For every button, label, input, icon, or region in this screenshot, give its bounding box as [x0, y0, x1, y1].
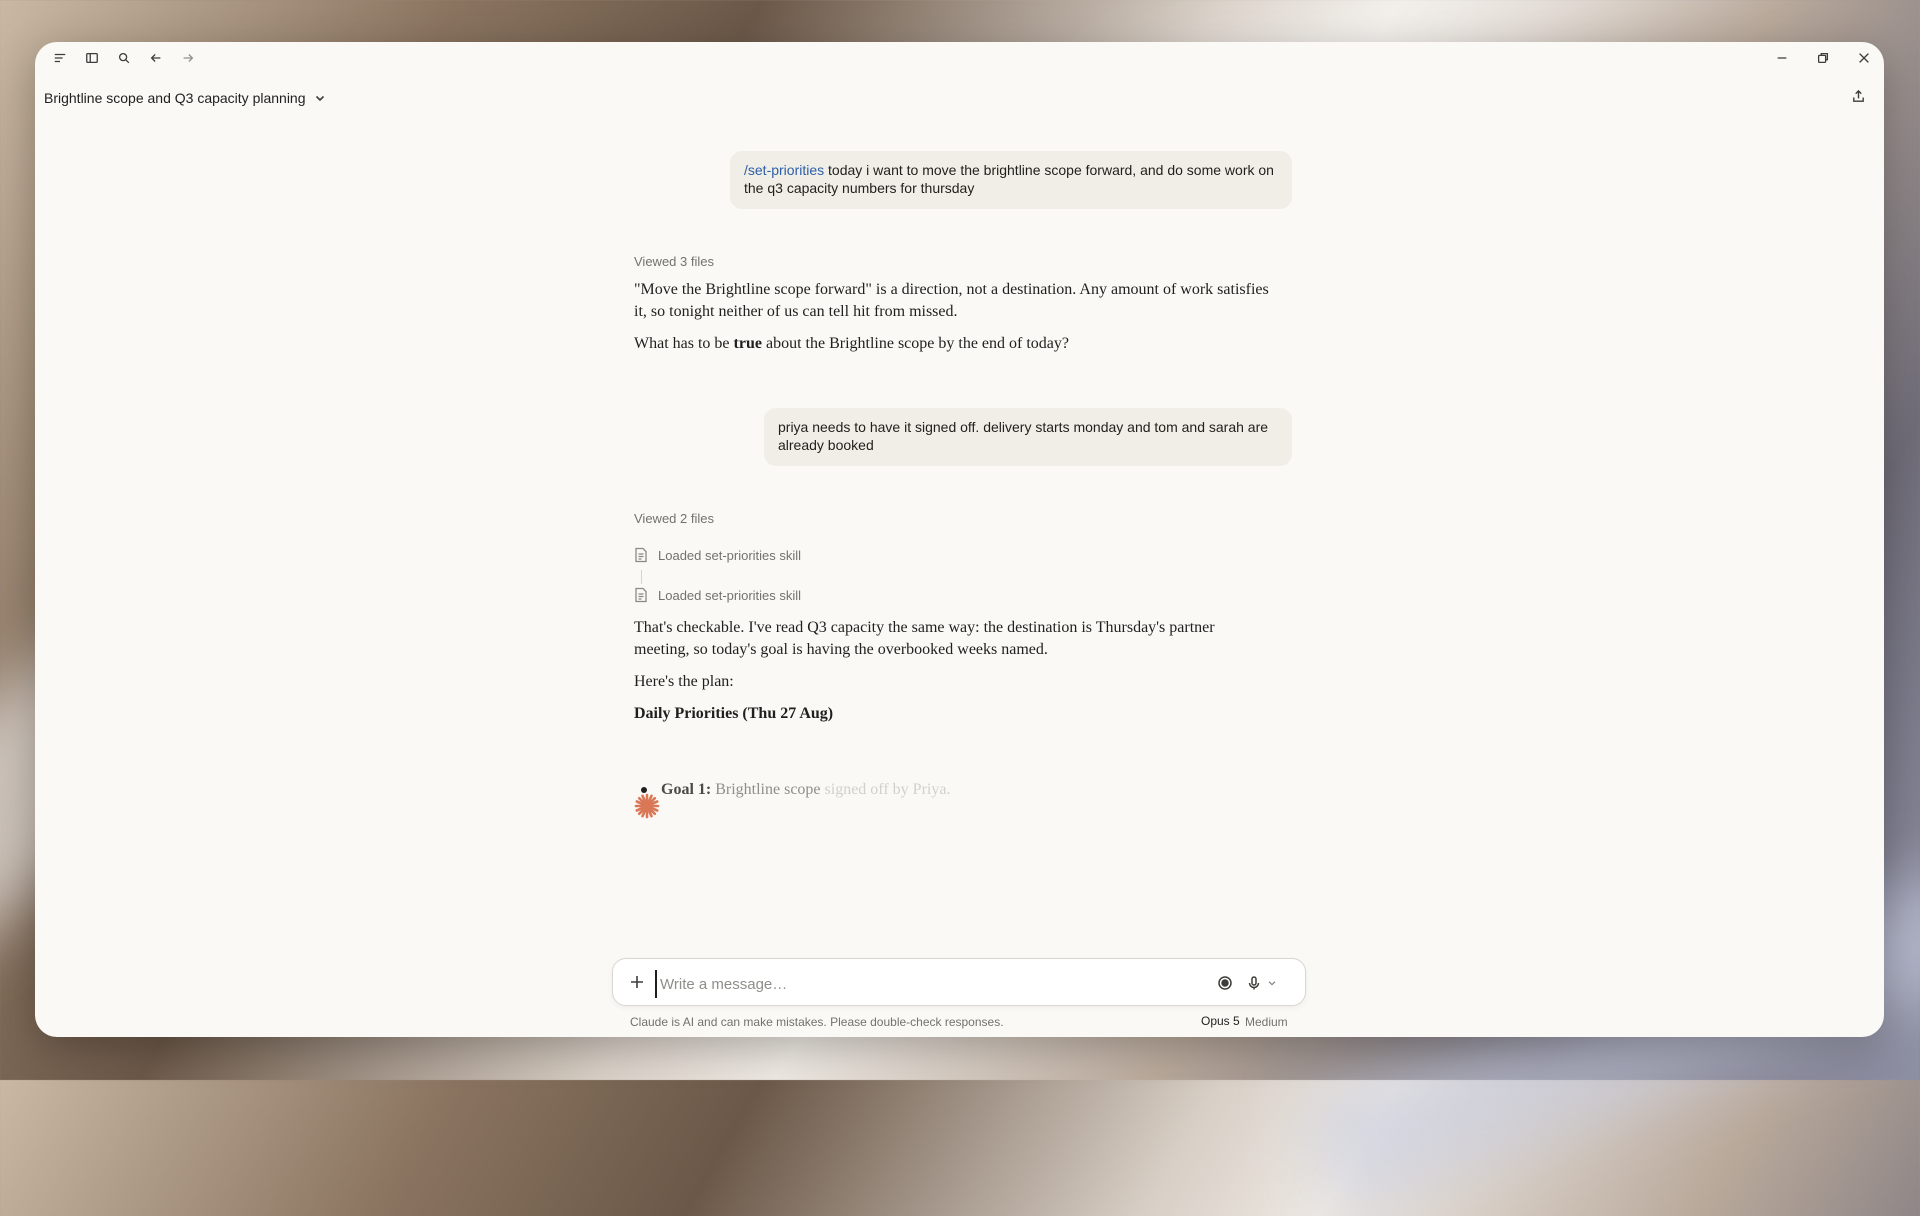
priorities-heading: Daily Priorities (Thu 27 Aug) — [634, 705, 834, 722]
skill-load-label: Loaded set-priorities skill — [658, 587, 802, 603]
viewed-files-toggle[interactable]: Viewed 3 files — [634, 254, 714, 269]
voice-options-dropdown[interactable] — [1265, 973, 1279, 993]
microphone-icon — [1246, 975, 1262, 991]
share-button[interactable] — [1846, 84, 1870, 108]
sidebar-toggle-icon[interactable] — [82, 48, 102, 68]
app-window — [35, 42, 1884, 1037]
add-attachment-button[interactable] — [627, 972, 647, 992]
skill-load-item[interactable] — [634, 587, 801, 603]
goal-label: Goal 1: — [661, 781, 712, 798]
goal-text-streaming: Brightline scope — [711, 781, 825, 798]
chevron-down-icon — [314, 92, 326, 104]
share-icon — [1851, 89, 1866, 104]
message-composer — [612, 958, 1306, 1006]
forward-arrow-icon[interactable] — [178, 48, 198, 68]
user-message — [730, 151, 1292, 209]
assistant-question — [634, 333, 1274, 355]
conversation-title-dropdown[interactable] — [44, 86, 326, 110]
top-toolbar — [35, 42, 1884, 74]
goal-text-fading: signed off by Priya. — [824, 781, 951, 798]
back-arrow-icon[interactable] — [146, 48, 166, 68]
assistant-paragraph: "Move the Brightline scope forward" is a direction, not a destination. Any amount of work satisfies it, so tonight neither of us can tell hit from missed. — [634, 281, 1269, 320]
goal-list-item — [641, 780, 950, 800]
document-icon — [634, 547, 648, 563]
search-icon[interactable] — [114, 48, 134, 68]
slash-command-chip[interactable]: /set-priorities — [744, 162, 825, 178]
assistant-paragraph: That's checkable. I've read Q3 capacity the same way: the destination is Thursday's partner meeting, so today's goal is having the overbooked weeks named. — [634, 619, 1215, 658]
emphasis-text: true — [733, 335, 762, 352]
record-button[interactable] — [1215, 973, 1235, 993]
question-text: about the Brightline scope by the end of today? — [761, 335, 1069, 352]
restore-icon[interactable] — [1813, 48, 1833, 68]
message-input[interactable] — [655, 970, 1202, 998]
user-message-text: today i want to move the brightline scope forward, and do some work on the q3 capacity numbers for thursday — [744, 162, 1274, 196]
claude-spark-icon — [633, 792, 661, 820]
ai-disclaimer: Claude is AI and can make mistakes. Please double-check responses. — [630, 1015, 1004, 1029]
chevron-down-icon — [1267, 978, 1277, 988]
question-text: What has to be — [634, 335, 734, 352]
user-message — [764, 408, 1292, 466]
assistant-paragraph: Here's the plan: — [634, 673, 734, 690]
close-icon[interactable] — [1854, 48, 1874, 68]
plus-icon — [630, 975, 644, 989]
menu-icon[interactable] — [50, 48, 70, 68]
timeline-connector — [641, 570, 642, 584]
viewed-files-toggle[interactable]: Viewed 2 files — [634, 511, 714, 526]
skill-load-label: Loaded set-priorities skill — [658, 547, 802, 563]
document-icon — [634, 587, 648, 603]
voice-input-button[interactable] — [1244, 973, 1264, 993]
model-selector[interactable]: Opus 5 — [1201, 1014, 1240, 1028]
skill-load-item[interactable] — [634, 547, 801, 563]
assistant-message — [634, 617, 1274, 725]
user-message-text: priya needs to have it signed off. delivery starts monday and tom and sarah are already booked — [778, 419, 1269, 453]
record-icon — [1217, 975, 1233, 991]
conversation-title: Brightline scope and Q3 capacity planning — [44, 90, 306, 106]
minimize-icon[interactable] — [1772, 48, 1792, 68]
assistant-message — [634, 279, 1274, 355]
effort-selector[interactable]: Medium — [1245, 1015, 1288, 1029]
